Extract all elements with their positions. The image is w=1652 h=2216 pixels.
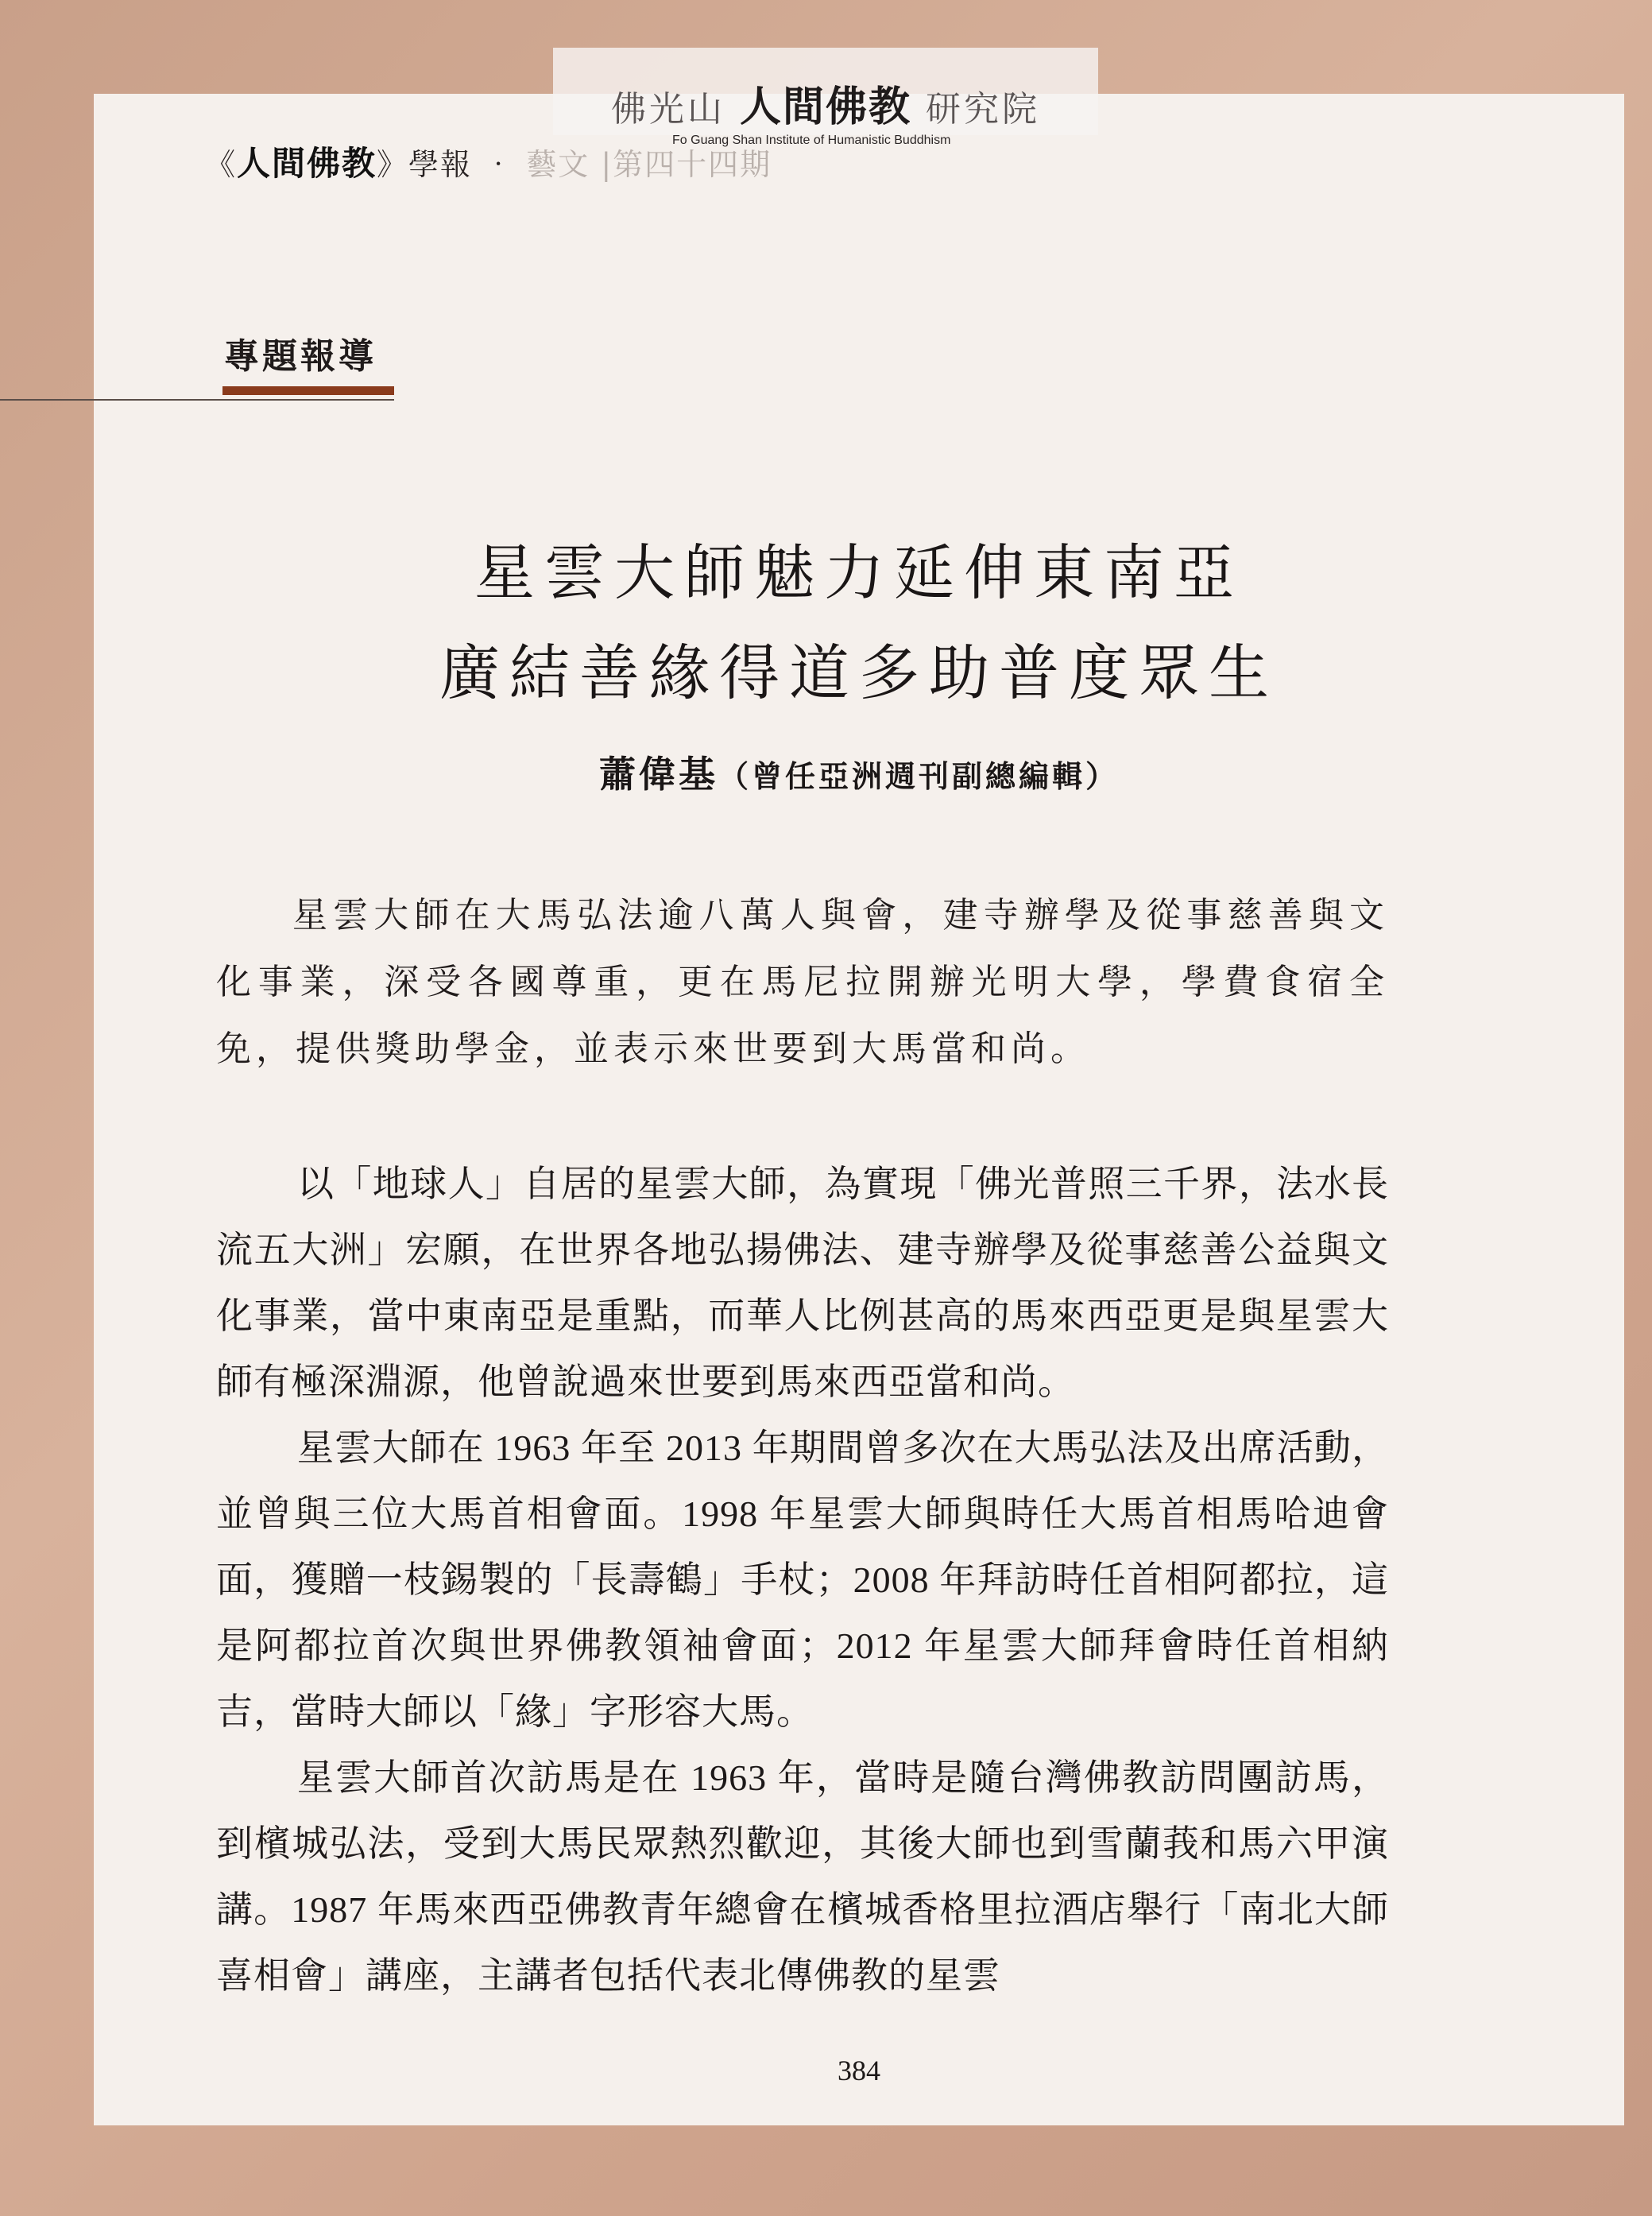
institute-banner — [553, 48, 1098, 147]
issue-number: 第四十四期 — [613, 147, 772, 182]
section-rule — [0, 399, 394, 401]
journal-name: 學報 ‧ — [408, 147, 516, 182]
institute-name — [553, 73, 1098, 133]
body-paragraph-2: 星雲大師在 1963 年至 2013 年期間曾多次在大馬弘法及出席活動，並曾與三位大馬首相會面。1998 年星雲大師與時任大馬首相馬哈迪會面，獲贈一枝錫製的「長壽鶴」手杖；2008 年拜訪時任首相阿都拉，這是阿都拉首次與世界佛教領袖會面；2012 年星雲大師拜會時任首相納吉，當時大師以「緣」字形容大馬。 — [216, 1428, 1389, 1732]
section-underline — [222, 386, 394, 395]
article-abstract: 星雲大師在大馬弘法逾八萬人與會，建寺辦學及從事慈善與文化事業，深受各國尊重，更在馬尼拉開辦光明大學，學費食宿全免，提供獎助學金，並表示來世要到大馬當和尚。 — [216, 895, 1389, 1069]
section-name: 藝文 — [526, 147, 590, 182]
institute-suffix: 研究院 — [926, 89, 1040, 130]
journal-brand-logo: 人間佛教 — [237, 144, 377, 183]
close-quote: 》 — [377, 147, 409, 182]
article-body — [216, 1151, 1389, 2009]
author-name: 蕭偉基 — [598, 753, 718, 796]
author-affiliation: （曾任亞洲週刊副總編輯） — [718, 758, 1119, 794]
page-number: 384 — [838, 2055, 880, 2086]
running-head — [205, 138, 772, 185]
institute-prefix: 佛光山 — [610, 89, 725, 130]
article-title-line-2: 廣結善緣得道多助普度眾生 — [439, 637, 1279, 708]
divider: | — [601, 147, 613, 182]
author-byline — [94, 746, 1624, 798]
body-paragraph-3: 星雲大師首次訪馬是在 1963 年，當時是隨台灣佛教訪問團訪馬，到檳城弘法，受到大馬民眾熱烈歡迎，其後大師也到雪蘭莪和馬六甲演講。1987 年馬來西亞佛教青年總會在檳城香格里拉酒店舉行「南北大師喜相會」講座，主講者包括代表北傳佛教的星雲 — [216, 1757, 1389, 1996]
institute-brand-logo: 人間佛教 — [739, 83, 911, 131]
open-quote: 《 — [205, 147, 238, 182]
section-label: 專題報導 — [224, 336, 377, 377]
institute-english-name: Fo Guang Shan Institute of Humanistic Buddhism — [672, 134, 951, 147]
article-title-line-1: 星雲大師魅力延伸東南亞 — [474, 537, 1244, 608]
body-paragraph-1: 以「地球人」自居的星雲大師，為實現「佛光普照三千界，法水長流五大洲」宏願，在世界各地弘揚佛法、建寺辦學及從事慈善公益與文化事業，當中東南亞是重點，而華人比例甚高的馬來西亞更是與星雲大師有極深淵源，他曾說過來世要到馬來西亞當和尚。 — [216, 1164, 1389, 1402]
